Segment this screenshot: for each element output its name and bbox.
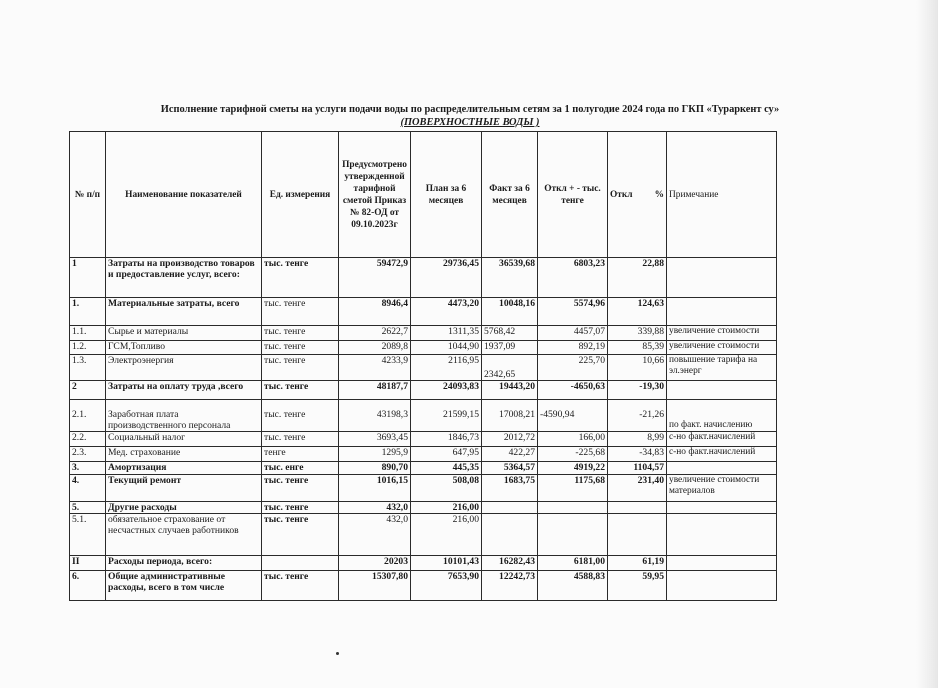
cell-fact6: 2342,65 (482, 355, 538, 381)
cell-name: Заработная плата производственного персонала (106, 400, 262, 432)
cell-planned: 8946,4 (339, 298, 411, 326)
cell-plan6: 647,95 (411, 447, 482, 462)
cell-planned: 2622,7 (339, 326, 411, 341)
document-title (70, 103, 870, 129)
cell-unit (262, 556, 339, 571)
cell-dev-abs (538, 502, 608, 514)
tariff-estimate-table (69, 131, 777, 601)
cell-num: 5. (70, 502, 106, 514)
title-line-1: Исполнение тарифной сметы на услуги подачи воды по распределительным сетям за 1 полугодие 2024 года по ГКП «Тураркент су» (160, 104, 780, 115)
cell-planned: 1016,15 (339, 475, 411, 502)
cell-fact6: 12242,73 (482, 571, 538, 601)
cell-name: Материальные затраты, всего (106, 298, 262, 326)
cell-note: увеличение стоимости (667, 326, 777, 341)
cell-fact6: 5364,57 (482, 462, 538, 475)
cell-num: II (70, 556, 106, 571)
cell-dev-pct: -34,83 (608, 447, 667, 462)
cell-name: обязательное страхование от несчастных случаев работников (106, 514, 262, 556)
cell-dev-abs: -225,68 (538, 447, 608, 462)
cell-dev-pct: 85,39 (608, 341, 667, 355)
table-row (70, 298, 777, 326)
cell-num: 2.2. (70, 432, 106, 447)
cell-fact6: 2012,72 (482, 432, 538, 447)
cell-name: Сырье и материалы (106, 326, 262, 341)
cell-plan6: 216,00 (411, 514, 482, 556)
cell-fact6: 19443,20 (482, 381, 538, 400)
cell-fact6: 422,27 (482, 447, 538, 462)
cell-planned: 59472,9 (339, 258, 411, 298)
cell-dev-pct: 22,88 (608, 258, 667, 298)
stray-ink-dot (336, 652, 339, 655)
table-row (70, 556, 777, 571)
cell-fact6 (482, 502, 538, 514)
cell-dev-abs: 225,70 (538, 355, 608, 381)
cell-unit: тыс. тенге (262, 514, 339, 556)
cell-dev-pct: 59,95 (608, 571, 667, 601)
cell-note (667, 298, 777, 326)
cell-plan6: 7653,90 (411, 571, 482, 601)
table-row (70, 462, 777, 475)
cell-planned: 2089,8 (339, 341, 411, 355)
cell-unit: тенге (262, 447, 339, 462)
cell-plan6: 29736,45 (411, 258, 482, 298)
cell-note (667, 556, 777, 571)
cell-fact6: 17008,21 (482, 400, 538, 432)
cell-unit: тыс. тенге (262, 571, 339, 601)
cell-dev-pct: 231,40 (608, 475, 667, 502)
cell-note: с-но факт.начислений (667, 432, 777, 447)
cell-dev-abs: 4919,22 (538, 462, 608, 475)
table-row (70, 381, 777, 400)
cell-num: 2.3. (70, 447, 106, 462)
cell-dev-pct: 339,88 (608, 326, 667, 341)
cell-unit: тыс. тенге (262, 355, 339, 381)
cell-plan6: 4473,20 (411, 298, 482, 326)
cell-dev-pct (608, 514, 667, 556)
cell-unit: тыс. тенге (262, 341, 339, 355)
cell-dev-pct: 61,19 (608, 556, 667, 571)
cell-fact6: 1937,09 (482, 341, 538, 355)
cell-name: Расходы периода, всего: (106, 556, 262, 571)
cell-planned: 48187,7 (339, 381, 411, 400)
cell-name: Затраты на оплату труда ,всего (106, 381, 262, 400)
cell-name: ГСМ,Топливо (106, 341, 262, 355)
cell-fact6: 10048,16 (482, 298, 538, 326)
header-row (70, 132, 777, 258)
cell-dev-abs: 892,19 (538, 341, 608, 355)
cell-note: увеличение стоимости (667, 341, 777, 355)
table-row (70, 326, 777, 341)
cell-plan6: 24093,83 (411, 381, 482, 400)
cell-num: 4. (70, 475, 106, 502)
cell-dev-abs: 4588,83 (538, 571, 608, 601)
cell-dev-pct: -21,26 (608, 400, 667, 432)
table-row (70, 400, 777, 432)
cell-plan6: 10101,43 (411, 556, 482, 571)
table-row (70, 502, 777, 514)
header-note: Примечание (667, 132, 777, 258)
cell-planned: 43198,3 (339, 400, 411, 432)
cell-dev-abs: 1175,68 (538, 475, 608, 502)
cell-num: 3. (70, 462, 106, 475)
cell-dev-pct: -19,30 (608, 381, 667, 400)
cell-fact6 (482, 514, 538, 556)
table-row (70, 341, 777, 355)
cell-planned: 1295,9 (339, 447, 411, 462)
cell-planned: 432,0 (339, 514, 411, 556)
cell-num: 1 (70, 258, 106, 298)
cell-fact6: 5768,42 (482, 326, 538, 341)
cell-num: 2.1. (70, 400, 106, 432)
cell-num: 1.1. (70, 326, 106, 341)
header-name: Наименование показателей (106, 132, 262, 258)
cell-plan6: 1846,73 (411, 432, 482, 447)
cell-note: повышение тарифа на эл.энерг (667, 355, 777, 381)
cell-plan6: 21599,15 (411, 400, 482, 432)
header-fact6: Факт за 6 месяцев (482, 132, 538, 258)
cell-dev-pct: 8,99 (608, 432, 667, 447)
cell-note (667, 514, 777, 556)
cell-unit: тыс. тенге (262, 432, 339, 447)
cell-dev-abs: -4650,63 (538, 381, 608, 400)
cell-planned: 15307,80 (339, 571, 411, 601)
cell-dev-pct: 1104,57 (608, 462, 667, 475)
cell-fact6: 1683,75 (482, 475, 538, 502)
cell-name: Социальный налог (106, 432, 262, 447)
table-row (70, 447, 777, 462)
cell-dev-pct: 124,63 (608, 298, 667, 326)
cell-plan6: 2116,95 (411, 355, 482, 381)
cell-num: 2 (70, 381, 106, 400)
table-row (70, 475, 777, 502)
cell-dev-abs (538, 514, 608, 556)
cell-num: 1.2. (70, 341, 106, 355)
cell-plan6: 1311,35 (411, 326, 482, 341)
header-unit: Ед. измерения (262, 132, 339, 258)
cell-planned: 4233,9 (339, 355, 411, 381)
cell-plan6: 216,00 (411, 502, 482, 514)
cell-name: Амортизация (106, 462, 262, 475)
cell-num: 1.3. (70, 355, 106, 381)
table-row (70, 432, 777, 447)
cell-num: 6. (70, 571, 106, 601)
cell-unit: тыс. тенге (262, 502, 339, 514)
cell-plan6: 1044,90 (411, 341, 482, 355)
cell-note (667, 381, 777, 400)
cell-note (667, 502, 777, 514)
cell-note (667, 571, 777, 601)
cell-num: 1. (70, 298, 106, 326)
cell-name: Мед. страхование (106, 447, 262, 462)
cell-note (667, 258, 777, 298)
header-dev-pct-label: Откл (610, 189, 633, 200)
cell-plan6: 508,08 (411, 475, 482, 502)
cell-name: Общие административные расходы, всего в том числе (106, 571, 262, 601)
cell-note: по факт. начислению (667, 400, 777, 432)
header-dev-pct (608, 132, 667, 258)
cell-note: с-но факт.начислений (667, 447, 777, 462)
cell-dev-abs: 6803,23 (538, 258, 608, 298)
cell-unit: тыс. тенге (262, 381, 339, 400)
cell-planned: 3693,45 (339, 432, 411, 447)
cell-dev-pct (608, 502, 667, 514)
cell-name: Другие расходы (106, 502, 262, 514)
cell-name: Текущий ремонт (106, 475, 262, 502)
cell-dev-abs: -4590,94 (538, 400, 608, 432)
cell-dev-abs: 4457,07 (538, 326, 608, 341)
cell-unit: тыс. тенге (262, 475, 339, 502)
cell-plan6: 445,35 (411, 462, 482, 475)
cell-dev-abs: 6181,00 (538, 556, 608, 571)
title-line-2 (70, 116, 870, 129)
scan-edge-shadow (916, 0, 938, 688)
header-dev-abs: Откл + - тыс. тенге (538, 132, 608, 258)
cell-dev-pct: 10,66 (608, 355, 667, 381)
header-planned: Предусмотрено утвержденной тарифной сметой Приказ № 82-ОД от 09.10.2023г (339, 132, 411, 258)
cell-unit: тыс. енге (262, 462, 339, 475)
cell-unit: тыс. тенге (262, 400, 339, 432)
cell-name: Электроэнергия (106, 355, 262, 381)
cell-unit: тыс. тенге (262, 326, 339, 341)
cell-name: Затраты на производство товаров и предоставление услуг, всего: (106, 258, 262, 298)
table-row (70, 514, 777, 556)
title-line-2-text: (ПОВЕРХНОСТНЫЕ ВОДЫ ) (400, 117, 540, 128)
table-row (70, 355, 777, 381)
cell-fact6: 36539,68 (482, 258, 538, 298)
header-dev-pct-sign: % (654, 189, 664, 200)
header-num: № п/п (70, 132, 106, 258)
cell-unit: тыс. тенге (262, 298, 339, 326)
cell-note: увеличение стоимости материалов (667, 475, 777, 502)
cell-unit: тыс. тенге (262, 258, 339, 298)
table-row (70, 571, 777, 601)
cell-planned: 20203 (339, 556, 411, 571)
cell-dev-abs: 5574,96 (538, 298, 608, 326)
cell-planned: 890,70 (339, 462, 411, 475)
cell-dev-abs: 166,00 (538, 432, 608, 447)
cell-fact6: 16282,43 (482, 556, 538, 571)
table-row (70, 258, 777, 298)
cell-num: 5.1. (70, 514, 106, 556)
header-plan6: План за 6 месяцев (411, 132, 482, 258)
cell-planned: 432,0 (339, 502, 411, 514)
cell-note (667, 462, 777, 475)
